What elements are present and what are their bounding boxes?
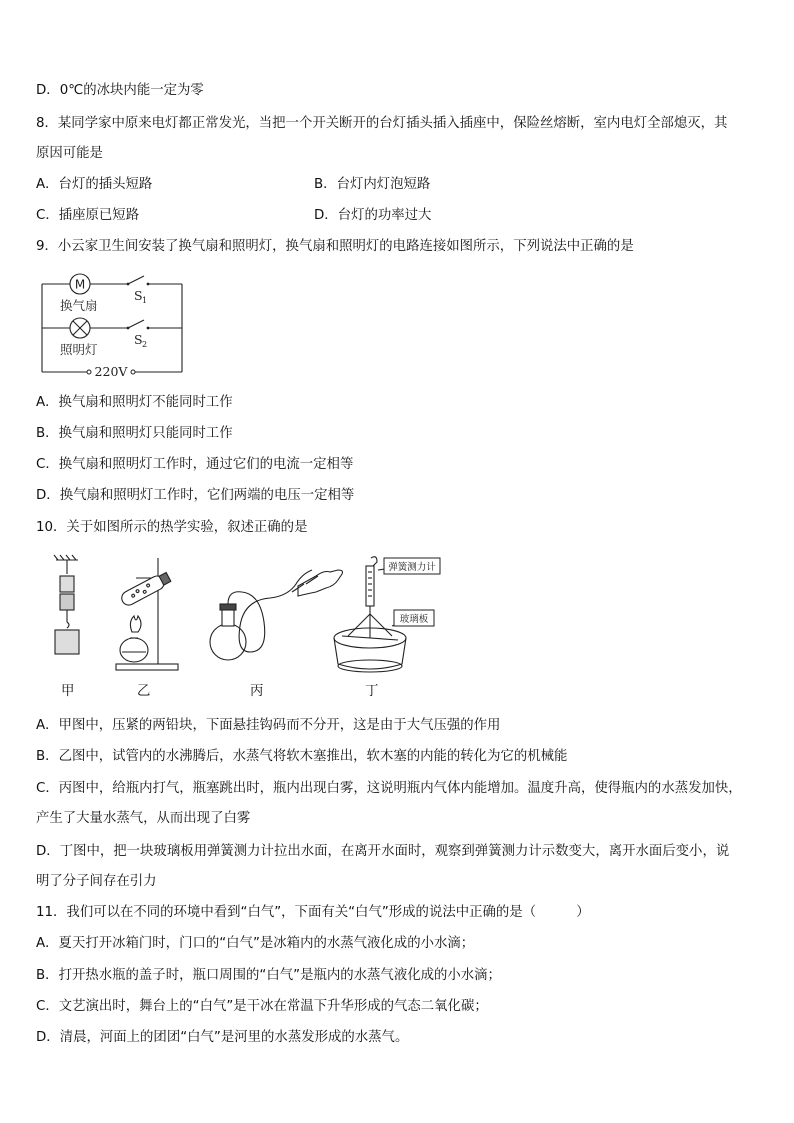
figure-jia-lead-blocks — [54, 555, 79, 654]
q10-option-c-line1: C．丙图中，给瓶内打气，瓶塞跳出时，瓶内出现白雾，这说明瓶内气体内能增加。温度升高，使得瓶内的水蒸发加快， — [36, 781, 742, 796]
voltage-label: 220V — [94, 364, 128, 379]
figure-yi-test-tube — [116, 558, 178, 670]
q10-option-d-line2: 明了分子间存在引力 — [36, 874, 157, 889]
q7-option-d: D．0℃的冰块内能一定为零 — [36, 83, 204, 98]
fan-label: 换气扇 — [60, 298, 98, 313]
q9-option-b: B．换气扇和照明灯只能同时工作 — [36, 426, 233, 441]
switch-s2-subscript: 2 — [142, 340, 148, 349]
q9-stem: 9．小云家卫生间安装了换气扇和照明灯，换气扇和照明灯的电路连接如图所示，下列说法中正确的是 — [36, 239, 634, 254]
q8-stem-line2: 原因可能是 — [36, 146, 103, 161]
lamp-label: 照明灯 — [60, 342, 98, 357]
q8-option-c: C．插座原已短路 — [36, 208, 140, 223]
q11-stem: 11．我们可以在不同的环境中看到“白气”，下面有关“白气”形成的说法中正确的是（ ） — [36, 905, 590, 920]
figure-label-ding: 丁 — [365, 684, 379, 699]
q9-option-d: D．换气扇和照明灯工作时，它们两端的电压一定相等 — [36, 488, 355, 503]
q11-option-b: B．打开热水瓶的盖子时，瓶口周围的“白气”是瓶内的水蒸气液化成的小水滴； — [36, 968, 501, 983]
label-box-glass-plate — [394, 610, 434, 626]
q11-option-c: C．文艺演出时，舞台上的“白气”是干冰在常温下升华形成的气态二氧化碳； — [36, 999, 488, 1014]
q10-option-d-line1: D．丁图中，把一块玻璃板用弹簧测力计拉出水面，在离开水面时，观察到弹簧测力计示数变大，离开水面后变小，说 — [36, 844, 730, 859]
svg-text:玻璃板: 玻璃板 — [399, 614, 429, 625]
svg-text:M: M — [74, 277, 86, 292]
q10-option-a: A．甲图中，压紧的两铅块，下面悬挂钩码而不分开，这是由于大气压强的作用 — [36, 718, 501, 733]
lamp-symbol — [70, 318, 90, 338]
figure-label-yi: 乙 — [137, 684, 151, 699]
q11-option-d: D．清晨，河面上的团团“白气”是河里的水蒸发形成的水蒸气。 — [36, 1030, 409, 1045]
q9-option-a: A．换气扇和照明灯不能同时工作 — [36, 395, 233, 410]
q9-option-c: C．换气扇和照明灯工作时，通过它们的电流一定相等 — [36, 457, 354, 472]
q10-option-b: B．乙图中，试管内的水沸腾后，水蒸气将软木塞推出，软木塞的内能的转化为它的机械能 — [36, 749, 568, 764]
q10-experiment-figures — [36, 554, 476, 684]
q10-option-c-line2: 产生了大量水蒸气，从而出现了白雾 — [36, 811, 251, 826]
switch-s1-subscript: 1 — [142, 296, 148, 305]
switch-s1-label: S — [134, 288, 143, 303]
figure-bing-flask — [210, 570, 343, 660]
label-box-spring-scale — [384, 558, 440, 574]
figure-label-bing: 丙 — [250, 684, 264, 699]
q10-stem: 10．关于如图所示的热学实验，叙述正确的是 — [36, 520, 308, 535]
q8-option-d: D．台灯的功率过大 — [314, 208, 432, 223]
switch-s2-label: S — [134, 332, 143, 347]
q8-option-a: A．台灯的插头短路 — [36, 177, 153, 192]
q11-option-a: A．夏天打开冰箱门时，门口的“白气”是冰箱内的水蒸气液化成的小水滴； — [36, 936, 475, 951]
motor-symbol — [70, 274, 90, 294]
q8-option-b: B．台灯内灯泡短路 — [314, 177, 431, 192]
q9-circuit-diagram — [30, 270, 200, 382]
svg-text:弹簧测力计: 弹簧测力计 — [388, 562, 436, 573]
figure-label-jia: 甲 — [61, 684, 75, 699]
q8-stem-line1: 8．某同学家中原来电灯都正常发光，当把一个开关断开的台灯插头插入插座中，保险丝熔断，室内电灯全部熄灭，其 — [36, 116, 728, 131]
